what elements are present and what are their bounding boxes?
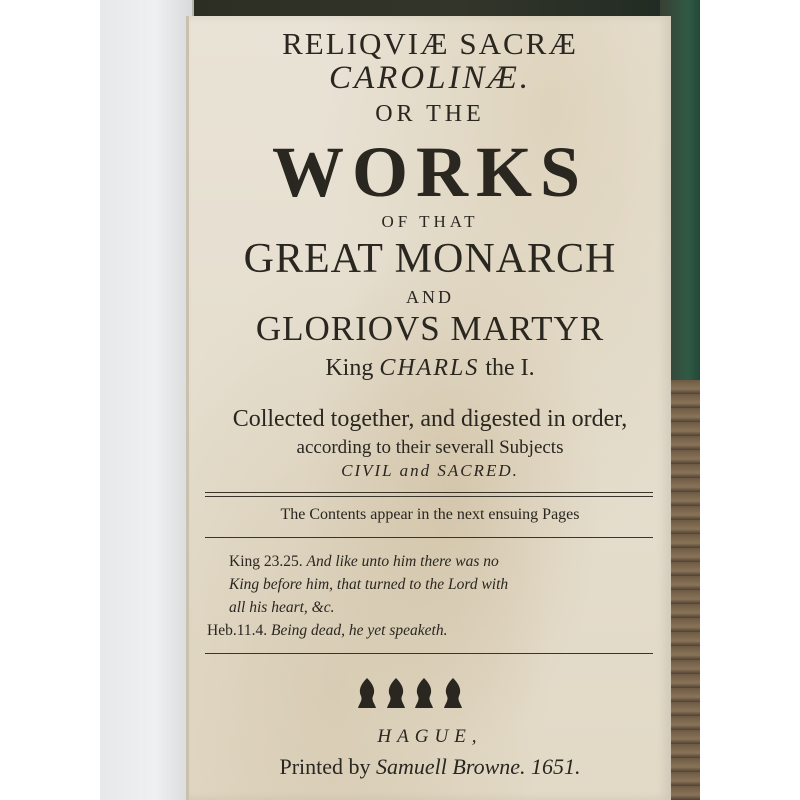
verse-text: And like unto him there was no — [306, 553, 499, 570]
imprint-year: 1651. — [525, 754, 581, 779]
fleuron-icon — [384, 676, 408, 710]
fleuron-icon — [355, 676, 379, 710]
subtitle-civil-sacred: CIVIL and SACRED. — [341, 461, 519, 480]
verse-text: all his heart, &c. — [229, 599, 335, 616]
title-line-great-monarch: GREAT MONARCH — [243, 236, 617, 282]
contents-note: The Contents appear in the next ensuing Pages — [280, 506, 580, 523]
title-line-of-that: OF THAT — [381, 212, 479, 231]
printer-name: Samuell Browne. — [376, 754, 526, 779]
verse-line — [229, 599, 649, 617]
the-first-text: the I. — [479, 355, 535, 381]
divider-rule — [205, 496, 653, 497]
title-line-works: WORKS — [271, 132, 589, 212]
printed-by-text: Printed by — [279, 754, 377, 779]
subtitle-according: according to their severall Subjects — [296, 437, 564, 458]
title-line-glorious-martyr: GLORIOVS MARTYR — [255, 309, 605, 348]
title-line-or-the: OR THE — [375, 101, 485, 127]
imprint-line — [189, 754, 671, 780]
title-page — [186, 16, 671, 800]
verse-reference: Heb.11.4. — [207, 622, 271, 639]
verse-reference: King 23.25. — [229, 553, 307, 570]
printers-ornament — [355, 676, 465, 712]
title-line-reliquiae: RELIQVIÆ SACRÆ — [282, 26, 578, 61]
charls-text: CHARLS — [379, 355, 480, 381]
subtitle-collected: Collected together, and digested in order, — [232, 406, 628, 432]
blank-flyleaf — [100, 0, 194, 800]
verse-line — [229, 553, 649, 571]
verse-text: Being dead, he yet speaketh. — [271, 622, 448, 639]
divider-rule — [205, 537, 653, 538]
divider-rule — [205, 653, 653, 654]
verse-line — [229, 576, 649, 594]
verse-line — [207, 622, 627, 640]
title-line-king-charls — [189, 355, 671, 382]
fleuron-icon — [412, 676, 436, 710]
fleuron-icon — [441, 676, 465, 710]
imprint-place: HAGUE, — [377, 726, 483, 747]
verse-text: King before him, that turned to the Lord with — [229, 576, 509, 593]
title-line-carolinae: CAROLINÆ. — [328, 60, 532, 96]
title-line-and: AND — [406, 287, 454, 307]
divider-rule — [205, 492, 653, 493]
king-text: King — [325, 355, 380, 381]
